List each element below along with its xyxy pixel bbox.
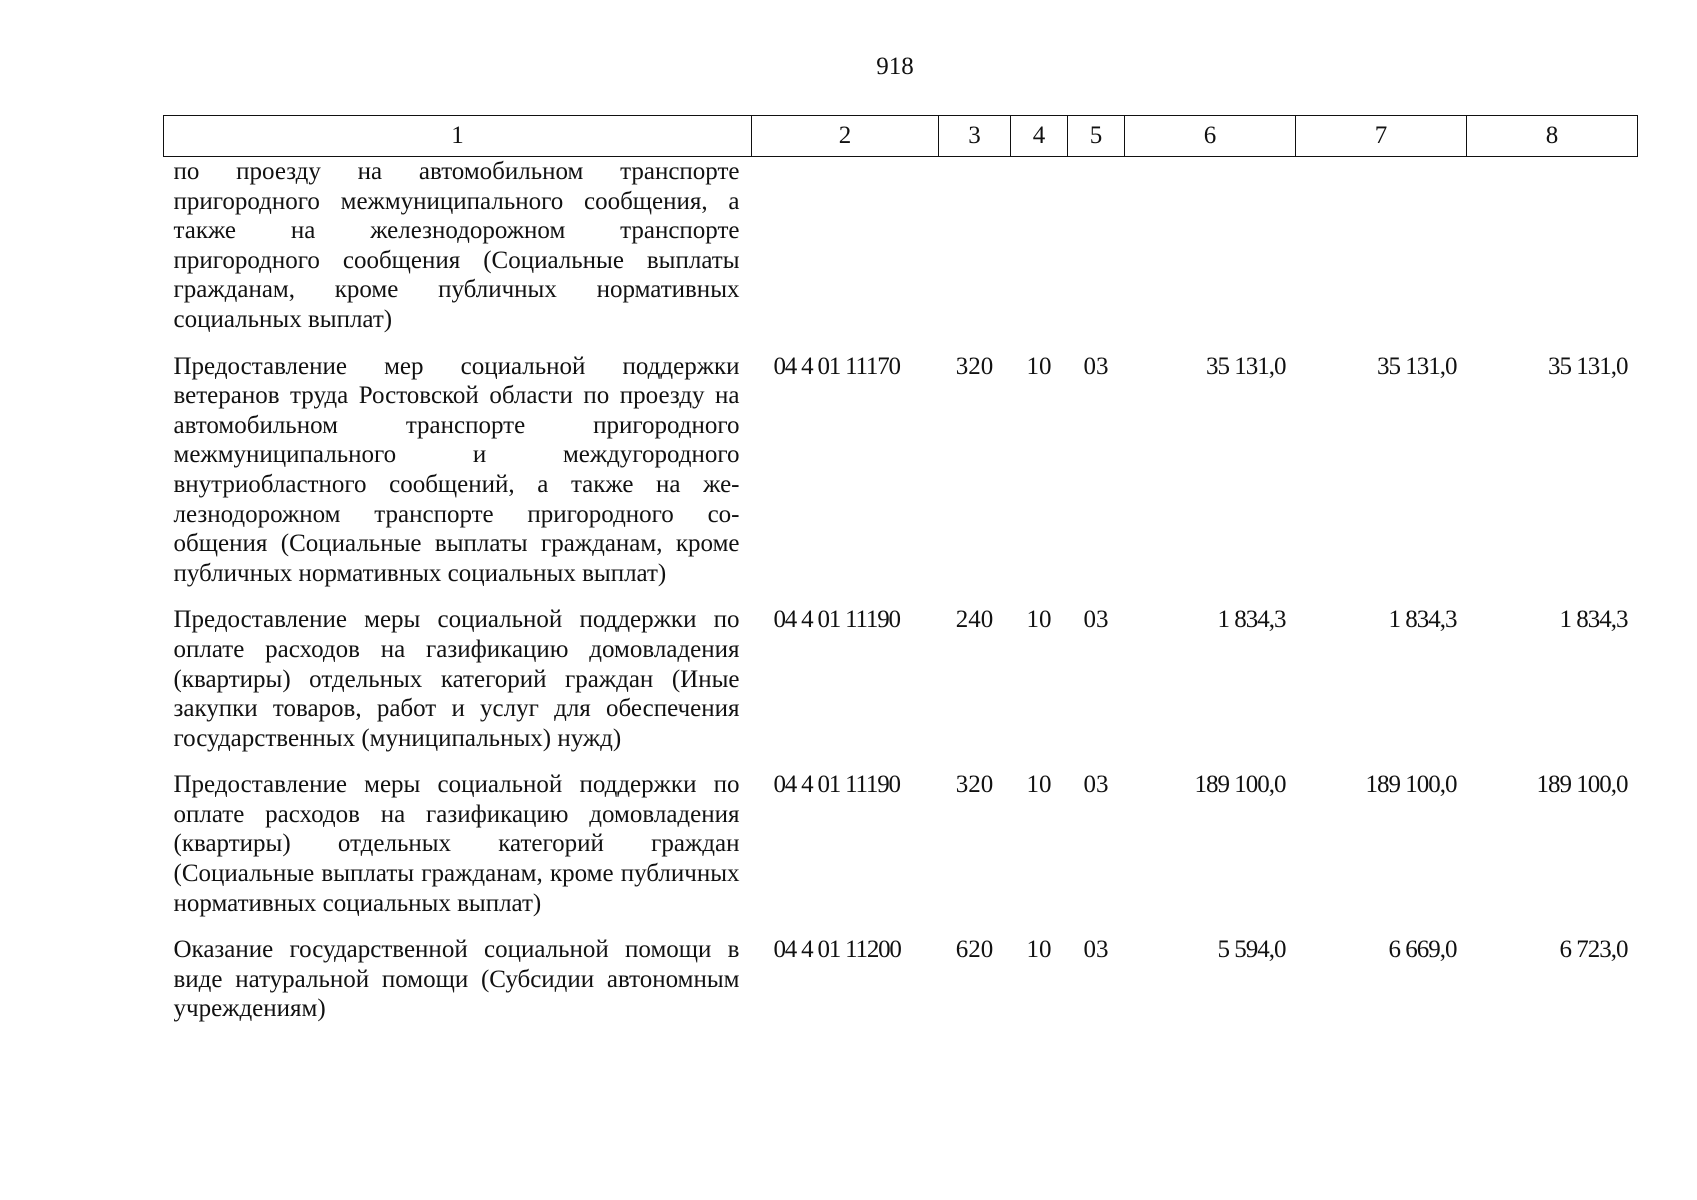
row-col5 (1068, 157, 1125, 349)
row-description: по проезду на автомобильном транспорте пригородного межмуниципального сообщения, а также на железнодорожном транспорте пригородного сообщения (Социальные выплаты гражданам, кроме публичных нормативных социальных выплат) (173, 158, 740, 333)
row-value-7: 189 100,0 (1365, 771, 1457, 799)
row-value-8 (1467, 157, 1638, 349)
row-value-6: 5 594,0 (1217, 936, 1286, 964)
column-header-3: 3 (939, 116, 1011, 157)
table-row (164, 932, 1638, 1038)
row-code: 04 4 01 11190 (773, 771, 900, 799)
row-col3: 620 (955, 936, 994, 964)
page-number: 918 (876, 53, 914, 80)
row-col3: 320 (955, 352, 994, 380)
row-description: Предоставление меры социальной поддержки по оплате расходов на газификацию домовладения (квартиры) отдельных категорий граждан (Иные закупки товаров, работ и услуг для обеспечения государственных (муниципальных) нужд) (173, 606, 740, 752)
row-col4 (1011, 157, 1068, 349)
row-col4: 10 (1026, 936, 1052, 964)
row-value-6: 189 100,0 (1194, 771, 1286, 799)
row-col5: 03 (1083, 352, 1109, 380)
row-col4: 10 (1026, 771, 1052, 799)
column-header-6: 6 (1125, 116, 1296, 157)
row-value-7 (1296, 157, 1467, 349)
row-value-8: 189 100,0 (1536, 771, 1628, 799)
row-value-8: 1 834,3 (1559, 606, 1628, 634)
row-col4: 10 (1026, 606, 1052, 634)
budget-table (163, 115, 1638, 1038)
row-description: Оказание государственной социальной помощи в виде натуральной помощи (Субсидии автономным учреждениям) (173, 936, 740, 1023)
row-value-8: 6 723,0 (1559, 936, 1628, 964)
column-header-8: 8 (1467, 116, 1638, 157)
table-header (164, 116, 1638, 157)
row-code: 04 4 01 11170 (773, 352, 900, 380)
row-code: 04 4 01 11200 (773, 936, 901, 964)
row-col3 (939, 157, 1011, 349)
column-header-1: 1 (164, 116, 752, 157)
column-header-4: 4 (1011, 116, 1068, 157)
row-col5: 03 (1083, 771, 1109, 799)
row-col5: 03 (1083, 606, 1109, 634)
row-value-7: 35 131,0 (1377, 352, 1457, 380)
row-value-8: 35 131,0 (1548, 352, 1628, 380)
table-row (164, 349, 1638, 603)
column-header-5: 5 (1068, 116, 1125, 157)
header-row (164, 116, 1638, 157)
column-header-7: 7 (1296, 116, 1467, 157)
row-value-7: 6 669,0 (1388, 936, 1457, 964)
row-value-6: 1 834,3 (1217, 606, 1286, 634)
row-col3: 240 (955, 606, 994, 634)
row-value-6: 35 131,0 (1206, 352, 1286, 380)
table-body (164, 157, 1638, 1039)
column-header-2: 2 (752, 116, 939, 157)
table-row (164, 767, 1638, 932)
table-row (164, 602, 1638, 767)
row-col3: 320 (955, 771, 994, 799)
row-description: Предоставление мер социальной поддержки ветеранов труда Ростовской области по проезду на автомобильном транспорте пригородного межмуниципального и междугородного внутриобластного сообщений, а также на железнодорожном транспорте пригородного сообщения (Социальные выплаты гражданам, кроме публичных нормативных социальных выплат) (173, 352, 740, 587)
row-col4: 10 (1026, 352, 1052, 380)
table-row (164, 157, 1638, 349)
row-value-7: 1 834,3 (1388, 606, 1457, 634)
row-code (752, 157, 939, 349)
row-col5: 03 (1083, 936, 1109, 964)
row-value-6 (1125, 157, 1296, 349)
row-code: 04 4 01 11190 (773, 606, 900, 634)
row-description: Предоставление меры социальной поддержки по оплате расходов на газификацию домовладения (квартиры) отдельных категорий граждан (Социальные выплаты гражданам, кроме публичных нормативных социальных выплат) (173, 771, 740, 917)
